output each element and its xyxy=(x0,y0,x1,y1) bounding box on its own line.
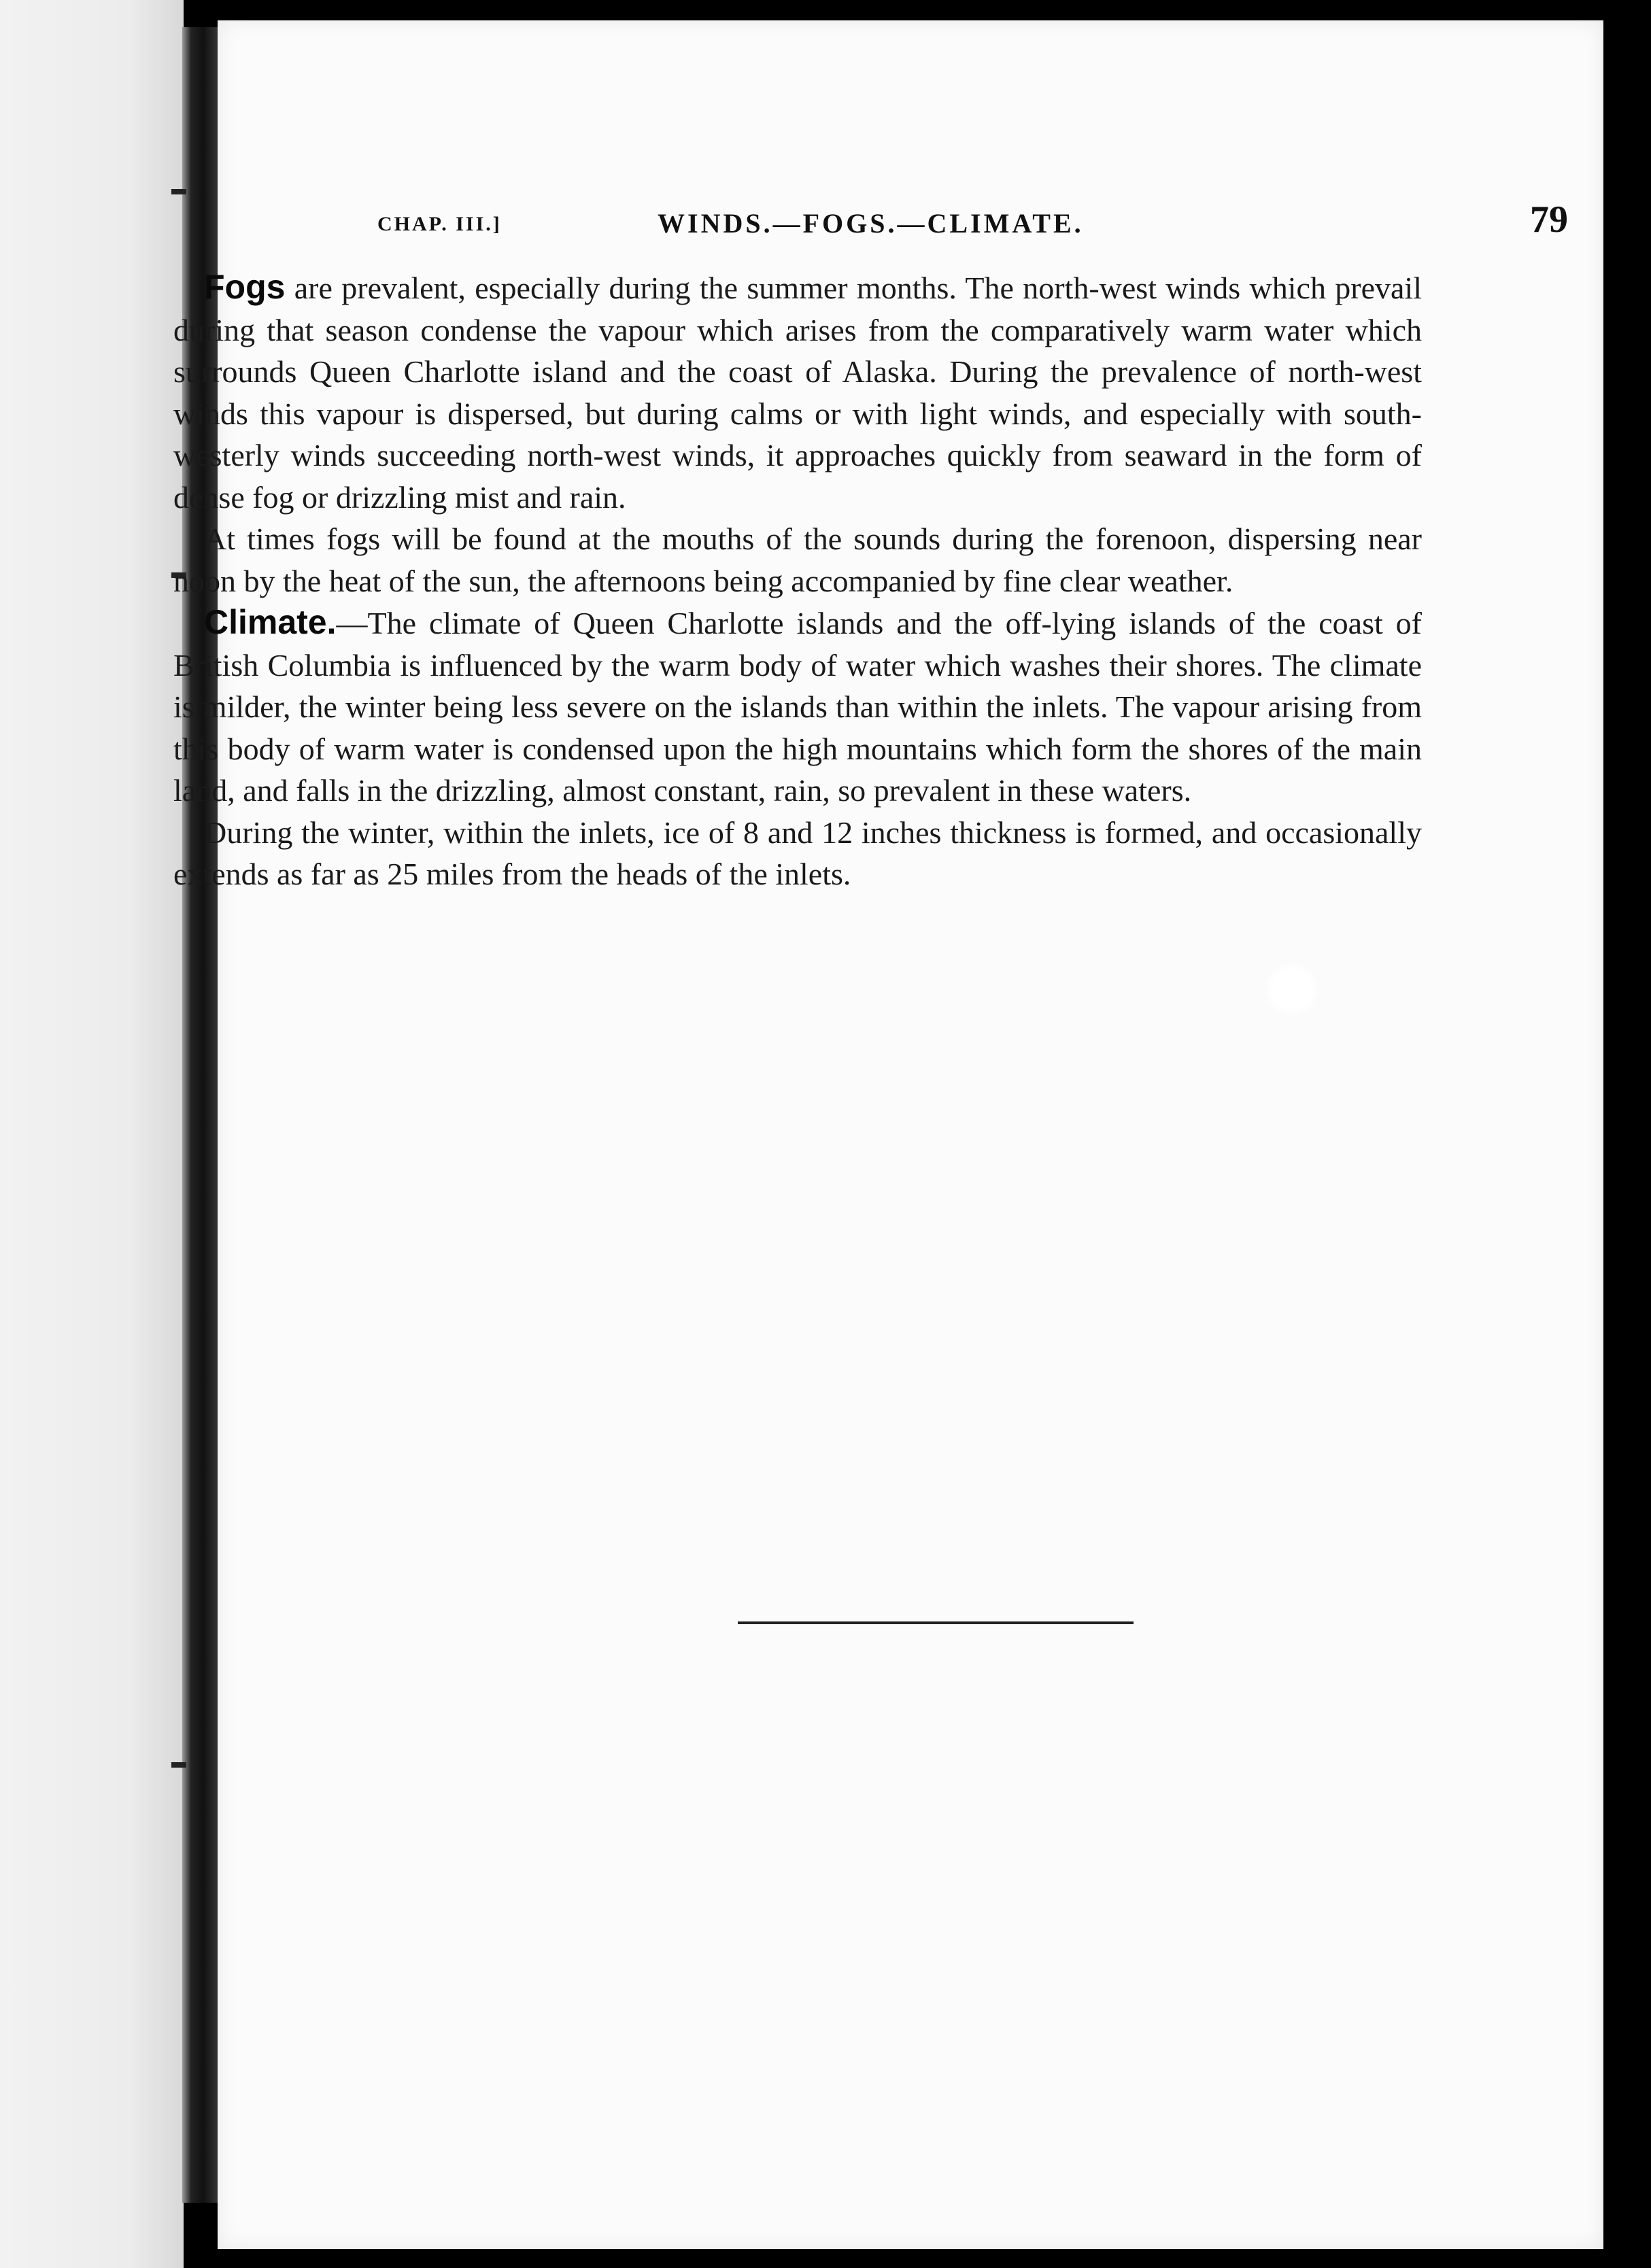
paragraph-winter xyxy=(173,812,1422,895)
scan-border xyxy=(1603,0,1651,2268)
gutter-mark xyxy=(171,1762,186,1768)
paragraph-text: are prevalent, especially during the summer months. The north-west winds which prevail during that season condense the vapour which arises from the comparatively warm water which surrounds Queen Charlotte island and the coast of Alaska. During the prevalence of north-west winds this vapour is dispersed, but during calms or with light winds, and especially with south-westerly winds succeeding north-west winds, it approaches quickly from seaward in the form of dense fog or drizzling mist and rain. xyxy=(173,271,1422,515)
paragraph-text: At times fogs will be found at the mouths of the sounds during the forenoon, dispersing near noon by the heat of the sun, the afternoons being accompanied by fine clear weather. xyxy=(173,521,1422,598)
chapter-label: CHAP. III.] xyxy=(377,213,502,235)
paragraph-text: During the winter, within the inlets, ice of 8 and 12 inches thickness is formed, and occasionally extends as far as 25 miles from the heads of the inlets. xyxy=(173,814,1422,891)
print-blemish xyxy=(1268,965,1316,1013)
gutter-mark xyxy=(171,189,186,194)
facing-page-edge xyxy=(0,0,184,2268)
run-in-heading: Fogs xyxy=(204,268,286,306)
paragraph-fogs xyxy=(173,267,1422,518)
paragraph-text: —The climate of Queen Charlotte islands and the off-lying islands of the coast of British Columbia is influenced by the warm body of water which washes their shores. The climate is milder, the winter being less severe on the islands than within the inlets. The vapour arising from this body of warm water is condensed upon the high mountains which form the shores of the main land, and falls in the drizzling, almost constant, rain, so prevalent in these waters. xyxy=(173,606,1422,808)
paragraph-climate xyxy=(173,602,1422,812)
run-in-heading: Climate. xyxy=(204,603,337,641)
body-text xyxy=(173,267,1422,895)
paragraph-fog-times xyxy=(173,518,1422,602)
running-header xyxy=(377,187,1615,248)
running-title: WINDS.—FOGS.—CLIMATE. xyxy=(658,208,1084,239)
section-end-rule xyxy=(738,1621,1134,1624)
page-number: 79 xyxy=(1530,199,1568,241)
